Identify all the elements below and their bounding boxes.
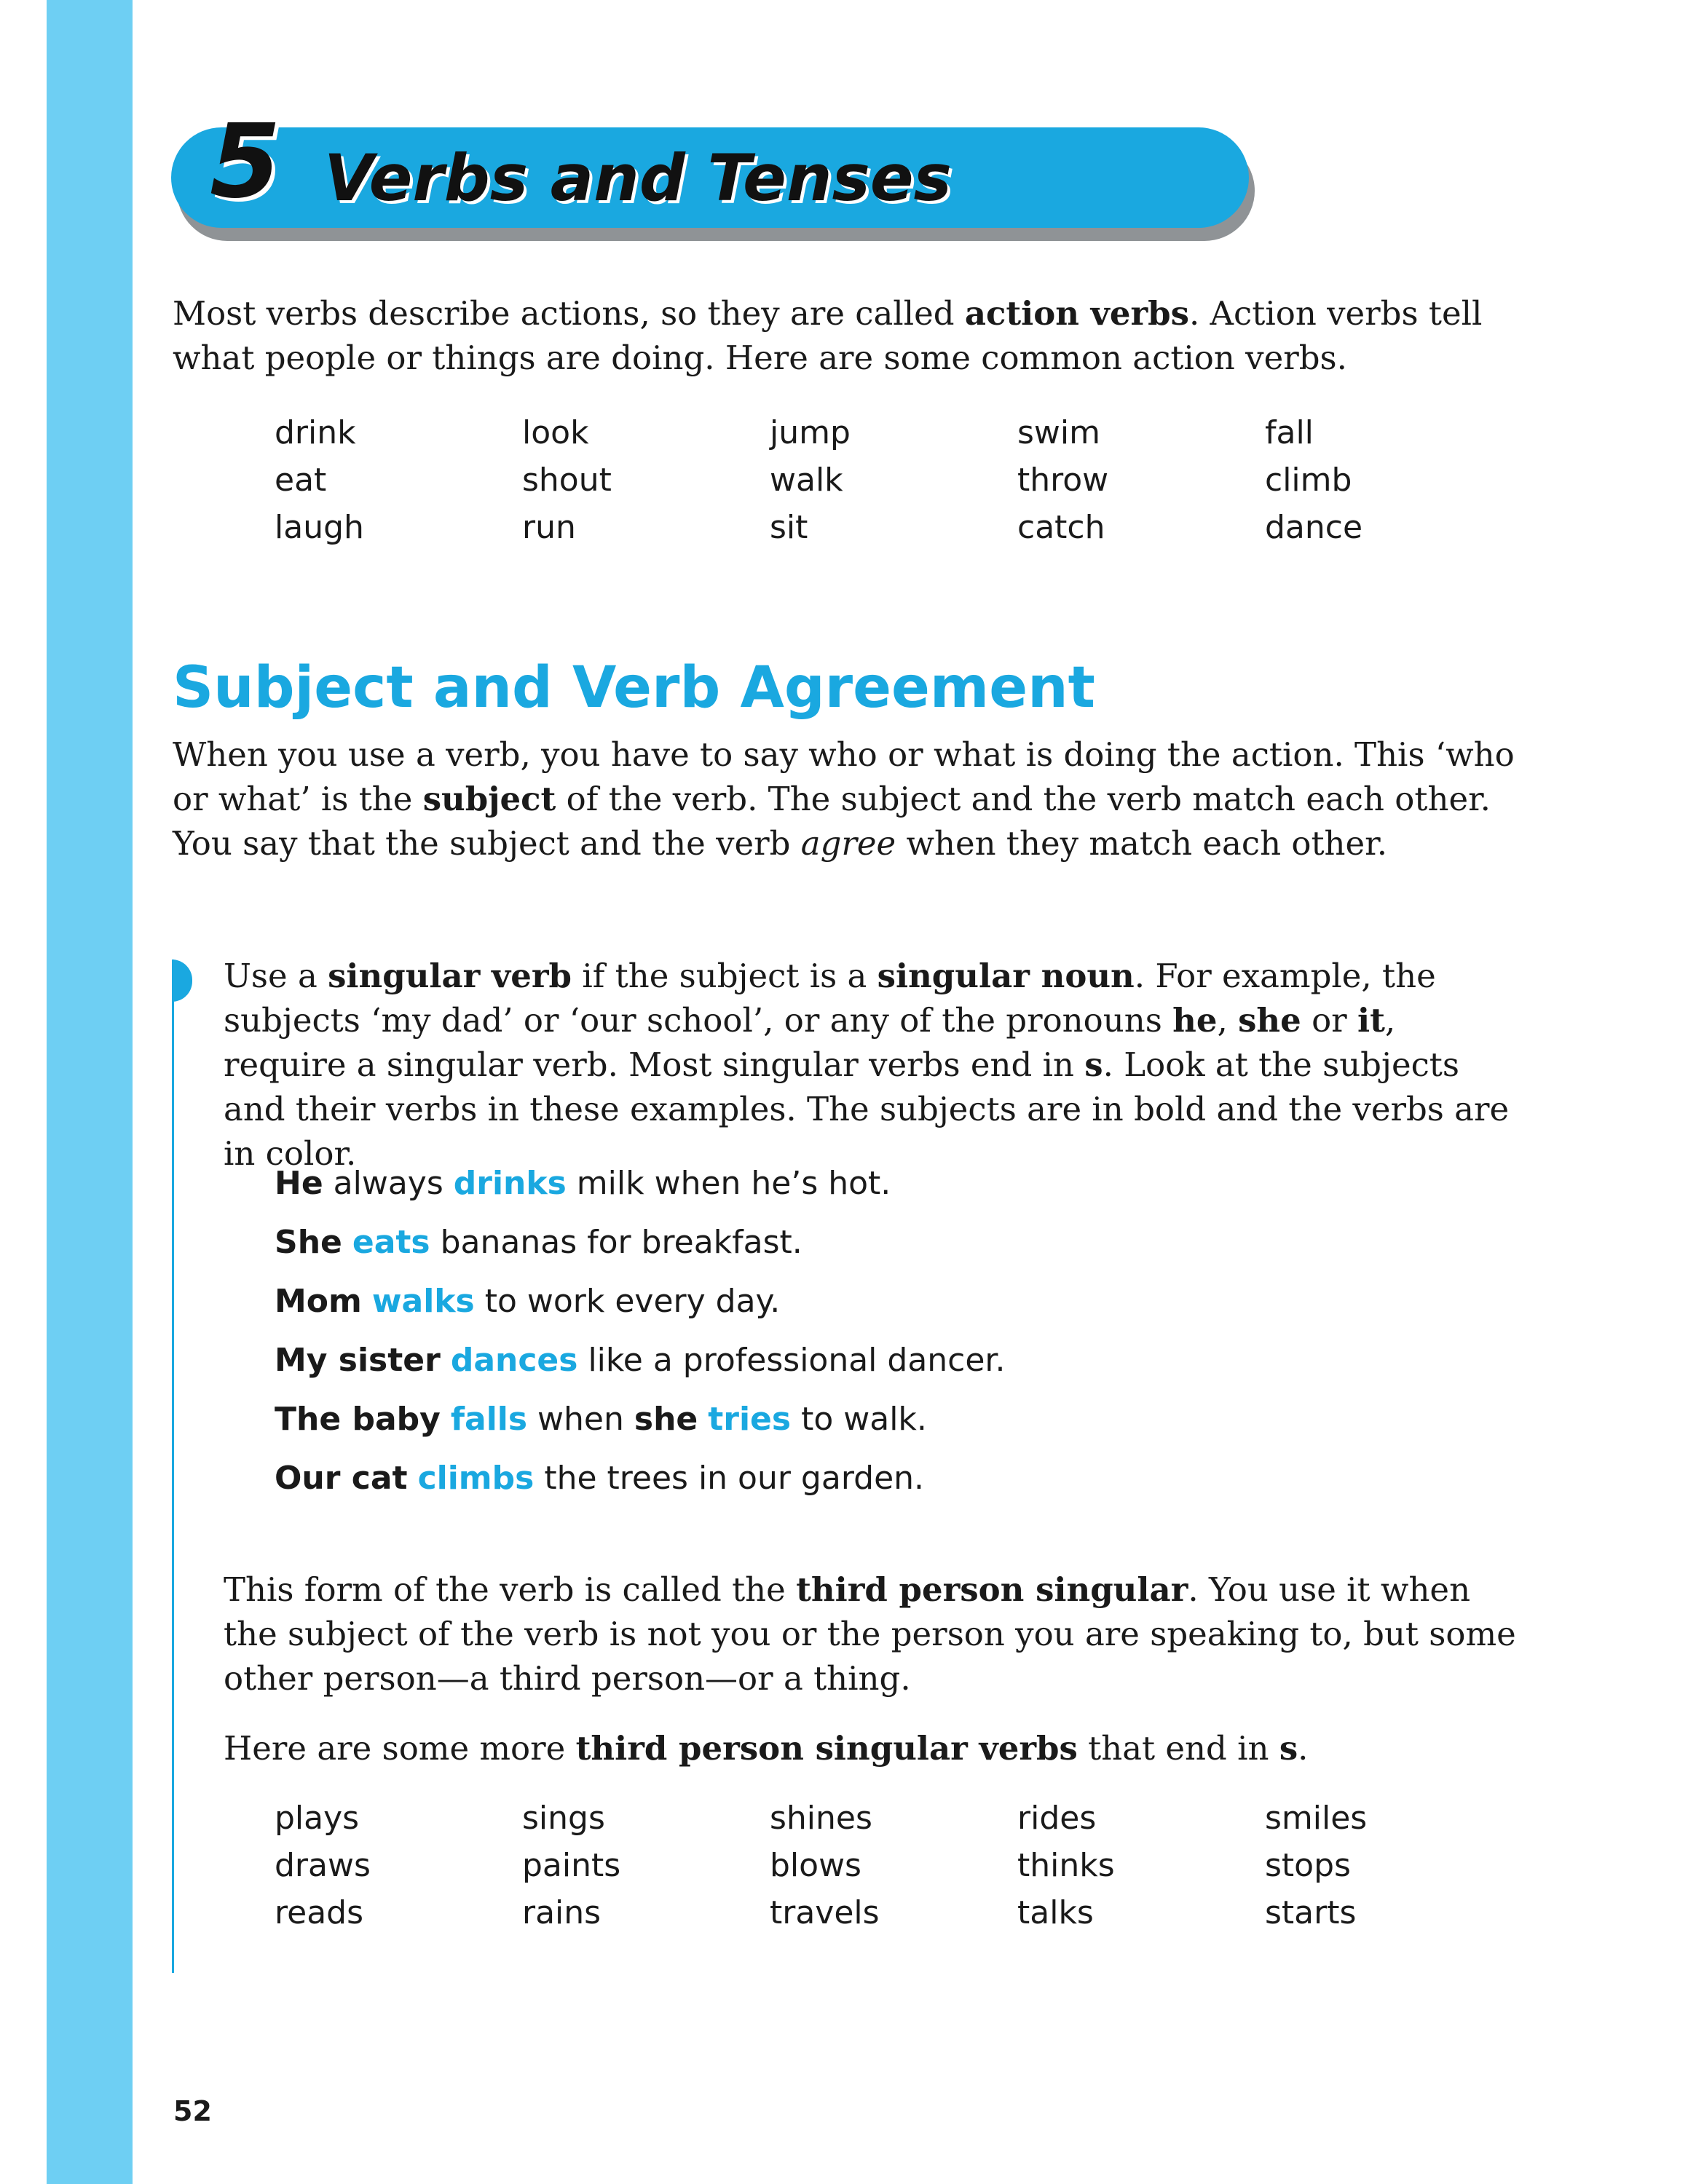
example-sentences [275, 1154, 1005, 1508]
example-text: the trees in our garden. [534, 1460, 925, 1497]
section-heading: Subject and Verb Agreement [173, 655, 1095, 721]
word-cell: shines [770, 1800, 872, 1837]
agreement-text-mid: of the verb. The subject and the verb match each other. You say that the subject and the verb [173, 780, 1491, 863]
third-person-text: This form of the verb is called the [224, 1570, 797, 1609]
word-cell: talks [1017, 1894, 1094, 1931]
example-text [441, 1342, 451, 1379]
action-verbs-grid [275, 409, 1513, 551]
example-text: milk when he’s hot. [566, 1165, 891, 1202]
word-cell: swim [1017, 414, 1100, 451]
example-text: bananas for breakfast. [430, 1224, 802, 1261]
word-cell: catch [1017, 509, 1105, 546]
example-sentence [275, 1331, 1005, 1390]
example-text: when [527, 1401, 634, 1438]
page-number: 52 [173, 2095, 212, 2127]
word-cell: climb [1265, 462, 1352, 499]
example-sentence [275, 1213, 1005, 1272]
example-text: to walk. [791, 1401, 927, 1438]
example-text [362, 1283, 372, 1320]
example-text: to work every day. [474, 1283, 781, 1320]
rule-text: . For example, the subjects ‘my dad’ or ‘our school’, or any of the pronouns [224, 957, 1436, 1040]
chapter-title: Verbs and Tenses [324, 141, 952, 215]
intro-text: Most verbs describe actions, so they are called [173, 294, 965, 333]
more-bold: third person singular verbs [575, 1729, 1078, 1768]
example-text: always [323, 1165, 454, 1202]
example-subject: she [634, 1401, 698, 1438]
word-cell: look [522, 414, 589, 451]
third-person-bold: third person singular [796, 1570, 1188, 1609]
word-cell: eat [275, 462, 327, 499]
example-verb: climbs [417, 1460, 535, 1497]
rule-text: Use a [224, 957, 328, 995]
example-sentence [275, 1272, 1005, 1331]
word-cell: jump [770, 414, 851, 451]
rule-bracket-marker [172, 960, 192, 1002]
agreement-bold-term: subject [422, 780, 556, 818]
more-verbs-intro [224, 1726, 1520, 1770]
example-sentence [275, 1154, 1005, 1213]
rule-bracket-line [172, 960, 174, 1973]
more-text: . [1298, 1729, 1309, 1768]
rule-bold: s [1084, 1045, 1103, 1084]
word-cell: drink [275, 414, 356, 451]
word-cell: run [522, 509, 576, 546]
agreement-italic-term: agree [800, 824, 896, 863]
agreement-text-end: when they match each other. [896, 824, 1388, 863]
rule-bold: she [1238, 1001, 1301, 1040]
intro-paragraph [173, 291, 1527, 380]
word-cell: sings [522, 1800, 605, 1837]
rule-bold: singular noun [877, 957, 1135, 995]
example-subject: My sister [275, 1342, 441, 1379]
word-cell: plays [275, 1800, 360, 1837]
agreement-paragraph [173, 732, 1542, 866]
rule-text: . Look at the subjects and their verbs in these examples. The subjects are in bold and the verbs are in color. [224, 1045, 1510, 1173]
more-text: that end in [1077, 1729, 1279, 1768]
word-cell: throw [1017, 462, 1109, 499]
word-cell: paints [522, 1847, 621, 1884]
example-subject: The baby [275, 1401, 441, 1438]
intro-text-end: . Action verbs tell what people or things are doing. Here are some common action verbs. [173, 294, 1483, 377]
third-person-verbs-grid [275, 1795, 1513, 1936]
example-sentence [275, 1449, 1005, 1508]
third-person-paragraph [224, 1567, 1520, 1701]
word-cell: reads [275, 1894, 364, 1931]
rule-bold: it [1357, 1001, 1385, 1040]
word-cell: shout [522, 462, 612, 499]
example-verb: falls [450, 1401, 528, 1438]
more-text: Here are some more [224, 1729, 576, 1768]
third-person-text-end: . You use it when the subject of the verb is not you or the person you are speaking to, but some other person—a third person—or a thing. [224, 1570, 1516, 1698]
example-text [441, 1401, 451, 1438]
rule-text: or [1301, 1001, 1357, 1040]
example-subject: Mom [275, 1283, 362, 1320]
example-verb: walks [371, 1283, 475, 1320]
word-cell: draws [275, 1847, 371, 1884]
example-verb: dances [450, 1342, 578, 1379]
word-cell: smiles [1265, 1800, 1368, 1837]
word-cell: dance [1265, 509, 1363, 546]
example-text: like a professional dancer. [577, 1342, 1006, 1379]
word-cell: thinks [1017, 1847, 1115, 1884]
more-bold: s [1279, 1729, 1298, 1768]
rule-bold: singular verb [328, 957, 572, 995]
example-verb: tries [708, 1401, 792, 1438]
word-cell: blows [770, 1847, 861, 1884]
example-subject: She [275, 1224, 342, 1261]
example-verb: drinks [453, 1165, 567, 1202]
word-cell: sit [770, 509, 808, 546]
example-text [698, 1401, 708, 1438]
word-cell: rides [1017, 1800, 1097, 1837]
rule-text: , [1217, 1001, 1239, 1040]
word-cell: stops [1265, 1847, 1351, 1884]
example-sentence [275, 1390, 1005, 1449]
word-cell: travels [770, 1894, 880, 1931]
agreement-text: When you use a verb, you have to say who or what is doing the action. This ‘who or what’ is the [173, 735, 1515, 818]
word-cell: laugh [275, 509, 364, 546]
chapter-number: 5 [210, 103, 281, 221]
example-text [408, 1460, 418, 1497]
example-subject: Our cat [275, 1460, 408, 1497]
word-cell: walk [770, 462, 843, 499]
word-cell: fall [1265, 414, 1314, 451]
intro-bold-term: action verbs [964, 294, 1189, 333]
rule-text: if the subject is a [572, 957, 877, 995]
word-cell: rains [522, 1894, 602, 1931]
example-text [342, 1224, 352, 1261]
singular-rule-paragraph [224, 954, 1527, 1176]
rule-text: , require a singular verb. Most singular verbs end in [224, 1001, 1396, 1084]
example-verb: eats [352, 1224, 430, 1261]
example-subject: He [275, 1165, 323, 1202]
word-cell: starts [1265, 1894, 1357, 1931]
side-color-strip [47, 0, 133, 2184]
rule-bold: he [1172, 1001, 1218, 1040]
